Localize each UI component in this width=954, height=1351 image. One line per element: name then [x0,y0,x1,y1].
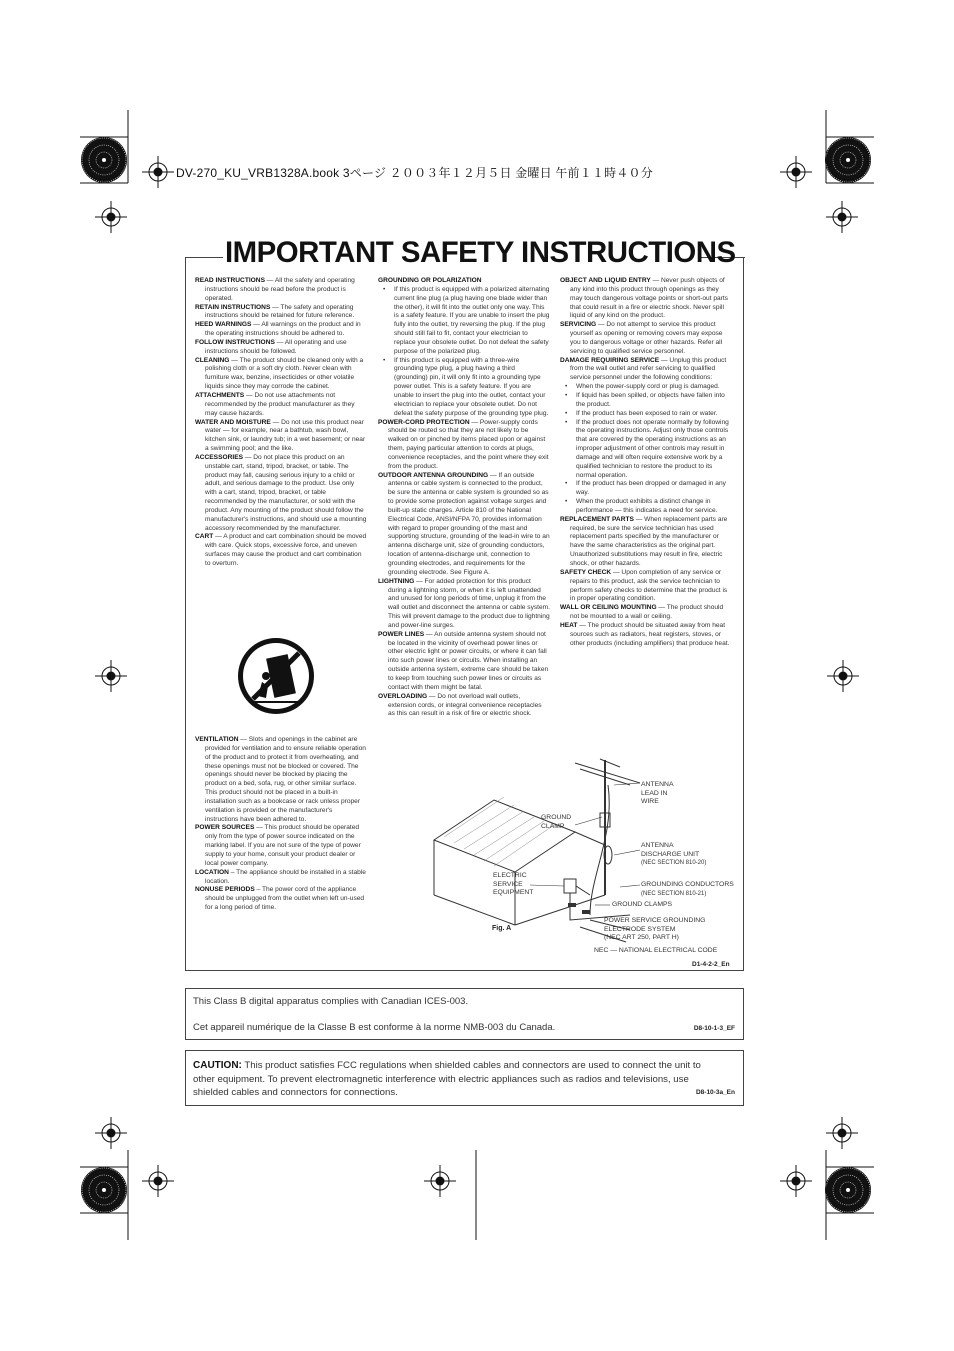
instruction-entry: WATER AND MOISTURE — Do not use this product near water — for example, near a bathtub, wash bowl, kitchen sink, or laundry tub; in a wet basement; or near a swimming pool; and the like. [195,418,366,453]
label-power-service-grounding: POWER SERVICE GROUNDING ELECTRODE SYSTEM (NEC ART 250, PART H) [604,917,706,941]
bullet-item: • If liquid has been spilled, or objects have fallen into the product. [560,392,732,410]
canada-compliance-box [185,988,744,1040]
instruction-entry: LIGHTNING — For added protection for this product during a lightning storm, or when it is left unattended and unused for long periods of time, unplug it from the wall outlet and disconnect the antenna or cable system. This will prevent damage to the product due to lightning and power-line surges. [378,577,551,629]
registration-star-icon [81,137,127,183]
instruction-entry: POWER-CORD PROTECTION — Power-supply cords should be routed so that they are not likely to be walked on or pinched by items placed upon or against them, paying particular attention to cords at plugs, convenience receptacles, and the point where they exit from the product. [378,418,549,470]
instruction-entry: OUTDOOR ANTENNA GROUNDING — If an outside antenna or cable system is connected to the product, be sure the antenna or cable system is grounded so as to provide some protection against voltage surges and built-up static charges. Article 810 of the National Electrical Code, ANSI/NFPA 70, provides information with regard to proper grounding of the mast and supporting structure, grounding of the lead-in wire to an antenna discharge unit, size of grounding conductors, location of antenna-discharge unit, connection to grounding electrodes, and requirements for the grounding electrode. See Figure A. [378,471,550,576]
registration-target-icon [780,1165,812,1197]
instruction-entry: VENTILATION — Slots and openings in the cabinet are provided for ventilation and to ensure reliable operation of the product and to protect it from overheating, and these openings must not be blocked or covered. The openings should never be blocked by placing the product on a bed, sofa, rug, or other similar surface. This product should not be placed in a built-in installation such as a bookcase or rack unless proper ventilation is provided or the manufacturer's instructions have been adhered to. [195,736,366,823]
column-1-lower [195,736,367,913]
caution-text: CAUTION: This product satisfies FCC regulations when shielded cables and connectors are used to connect the unit to other equipment. To prevent electromagnetic interference with electric appliances such as radios and televisions, use shielded cables and connectors for connections. [193,1060,701,1098]
instruction-entry: ACCESSORIES — Do not place this product on an unstable cart, stand, tripod, bracket, or table. The product may fall, causing serious injury to a child or adult, and serious damage to the product. Use only with a cart, stand, tripod, bracket, or table recommended by the manufacturer, or sold with the product. Any mounting of the product should follow the manufacturer's instructions, and should use a mounting accessory recommended by the manufacturer. [195,453,367,532]
instruction-entry: SAFETY CHECK — Upon completion of any service or repairs to this product, ask the service technician to perform safety checks to determine that the product is in proper operating condition. [560,568,728,603]
caution-label: CAUTION: [193,1060,242,1071]
label-ground-clamp: GROUND CLAMP [541,814,572,830]
instruction-entry: WALL OR CEILING MOUNTING — The product should not be mounted to a wall or ceiling. [560,604,724,621]
document-code: D8-10-3a_En [695,1089,735,1096]
registration-target-icon [95,660,127,692]
instruction-entry: READ INSTRUCTIONS — All the safety and operating instructions should be read before the product is operated. [195,277,355,302]
instruction-entry: DAMAGE REQUIRING SERVICE — Unplug this product from the wall outlet and refer servicing to qualified service personnel under the following conditions: [560,356,727,382]
instruction-entry: SERVICING — Do not attempt to service this product yourself as opening or removing covers may expose you to dangerous voltage or other hazards. Refer all servicing to qualified service personnel. [560,321,723,355]
instruction-entry: POWER LINES — An outside antenna system should not be located in the vicinity of overhead power lines or other electric light or power circuits, or where it can fall into such power lines or circuits. When installing an outside antenna system, extreme care should be taken to keep from touching such power lines or circuits as contact with them might be fatal. [378,630,549,691]
column-2 [378,277,550,719]
instruction-entry: POWER SOURCES — This product should be operated only from the type of power source indicated on the marking label. If you are not sure of the type of power supply to your home, consult your product dealer or local power company. [195,824,361,867]
label-grounding-conductors: GROUNDING CONDUCTORS (NEC SECTION 810-21) [641,881,734,897]
registration-target-icon [95,201,127,233]
page-title: IMPORTANT SAFETY INSTRUCTIONS [225,236,736,269]
instruction-entry: OVERLOADING — Do not overload wall outlets, extension cords, or integral convenience receptacles as this can result in a risk of fire or electric shock. [378,692,542,718]
registration-target-icon [142,1165,174,1197]
registration-target-icon [95,1117,127,1149]
compliance-text-en: This Class B digital apparatus complies with Canadian ICES-003. [193,996,469,1007]
registration-target-icon [826,1117,858,1149]
bullet-item: • If the product has been dropped or damaged in any way. [560,480,732,498]
instruction-entry: CART — A product and cart combination should be moved with care. Quick stops, excessive force, and uneven surfaces may cause the product and cart combination to overturn. [195,533,367,567]
registration-target-icon [826,201,858,233]
document-code: D1-4-2-2_En [692,961,730,968]
cart-tip-over-warning-icon [236,636,316,716]
label-electric-service-equipment: ELECTRIC SERVICE EQUIPMENT [493,872,534,896]
instruction-entry: FOLLOW INSTRUCTIONS — All operating and use instructions should be followed. [195,338,347,355]
instruction-entry: LOCATION – The appliance should be installed in a stable location. [195,868,366,885]
bullet-item: • When the product exhibits a distinct change in performance — this indicates a need for service. [560,498,732,516]
registration-target-icon [827,660,859,692]
registration-star-icon [81,1167,127,1213]
file-header: DV-270_KU_VRB1328A.book 3ページ ２００３年１２月５日 金曜日 午前１１時４０分 [176,166,653,180]
column-3 [560,277,732,648]
instruction-entry: OBJECT AND LIQUID ENTRY — Never push objects of any kind into this product through openings as they may touch dangerous voltage points or short-out parts that could result in a fire or electric shock. Never spill liquid of any kind on the product. [560,277,728,320]
fcc-caution-box [185,1050,744,1106]
instruction-entry: HEAT — The product should be situated away from heat sources such as radiators, heat registers, stoves, or other products (including amplifiers) that produce heat. [560,621,730,647]
registration-target-icon [780,156,812,188]
instruction-entry: CLEANING — The product should be cleaned only with a polishing cloth or a soft dry cloth. Never clean with furniture wax, benzine, insecticides or other volatile liquids since they may corrode the cabinet. [195,356,364,391]
registration-star-icon [825,1167,871,1213]
compliance-text-fr: Cet appareil numérique de la Classe B est conforme à la norme NMB-003 du Canada. [193,1022,556,1033]
label-antenna-discharge-unit: ANTENNA DISCHARGE UNIT (NEC SECTION 810-20) [641,842,707,866]
registration-target-icon [424,1165,456,1197]
bullet-item: • If this product is equipped with a polarized alternating current line plug (a plug having one blade wider than the other), it will fit into the outlet only one way. This is a safety feature. If you are unable to insert the plug fully into the outlet, try reversing the plug. If the plug should still fail to fit, contact your electrician to replace your obsolete outlet. Do not defeat the safety purpose of the polarized plug. [378,286,550,357]
instruction-entry: ATTACHMENTS — Do not use attachments not recommended by the product manufacturer as they may cause hazards. [195,391,355,417]
document-code: D8-10-1-3_EF [693,1025,735,1032]
label-antenna-lead-in: ANTENNA LEAD IN WIRE [641,781,674,805]
instruction-entry: RETAIN INSTRUCTIONS — The safety and operating instructions should be retained for future reference. [195,303,355,320]
bullet-item: • If the product does not operate normally by following the operating instructions. Adjust only those controls that are covered by the operating instructions as an improper adjustment of other controls may result in damage and will often require extensive work by a qualified technician to restore the product to its normal operation. [560,419,732,481]
registration-star-icon [825,137,871,183]
registration-target-icon [142,156,174,188]
column-1 [195,277,367,569]
figure-caption: Fig. A [492,925,512,932]
instruction-entry: NONUSE PERIODS – The power cord of the appliance should be unplugged from the outlet when left un-used for a long period of time. [195,886,365,912]
bullet-item: • If this product is equipped with a three-wire grounding type plug, a plug having a third (grounding) pin, it will only fit into a grounding type power outlet. This is a safety feature. If you are unable to insert the plug into the outlet, contact your electrician to replace your obsolete outlet. Do not defeat the safety purpose of the grounding type plug. [378,357,550,419]
bullet-item: • When the power-supply cord or plug is damaged. [560,383,732,392]
section-heading: GROUNDING OR POLARIZATION [378,277,482,284]
label-ground-clamps: GROUND CLAMPS [612,901,673,908]
bullet-item: • If the product has been exposed to rain or water. [560,410,732,419]
label-nec: NEC — NATIONAL ELECTRICAL CODE [594,947,718,954]
instruction-entry: REPLACEMENT PARTS — When replacement parts are required, be sure the service technician has used replacement parts specified by the manufacturer or have the same characteristics as the original part. Unauthorized substitutions may result in fire, electric shock, or other hazards. [560,515,728,567]
instruction-entry: HEED WARNINGS — All warnings on the product and in the operating instructions should be adhered to. [195,321,361,338]
